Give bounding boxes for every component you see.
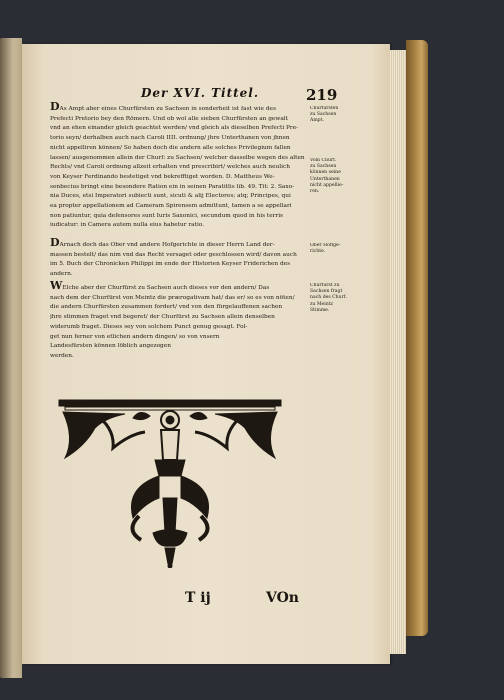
margin-note-1: Churfürsten zu Sachsen Ampt. [310,106,339,124]
paragraph-1 [50,102,306,260]
drop-cap: W [50,281,63,292]
page-number: 219 [306,86,338,104]
facing-page-edge [0,38,22,678]
paragraph-3 [50,281,306,363]
paragraph-text: Elche aber der Churfürst zu Sachsen auch dieses vor den andern/ Das nach dem der Churfürst von Meintz die prærogativam hat/ das er/ so es von nöten/ die andern Churfürsten zusammen fordert/ vnd von den fürgelauffenen sachen jhre stimmen fraget vnd begeret/ der Churfürst zu Sachsen allein denselben widerumb fraget. Dieses sey von solchem Punct genug gesagt. Fol- get nun ferner von etlichen andern dingen/ so von vnsern Landesfürsten können löblich angezogen werden. [50,285,295,359]
catchword: VOn [266,590,299,606]
signature-mark: T ij [185,590,211,606]
running-head: Der XVI. Tittel. [140,86,260,100]
page-block-edges [390,50,406,654]
drop-cap: D [50,102,60,113]
paragraph-text: Arnach doch das Ober vnd andere Hofgerichte in dieser Herrn Land der- massen bestelt/ das nim vnd das Recht versaget oder geschlossen wird/ davon auch im 5. Buch der Chronicken Philippi im ende der Historien Keyser Friderichen des andern. [50,242,297,276]
book-cover-edge [406,40,428,636]
margin-note-3: Ober Hoffge- richte. [310,243,341,255]
paragraph-text: As Ampt aber eines Churfürsten zu Sachsen in sonderheit ist fast wie des Prefecti Pretorio bey den Römern. Und ob wol alle sieben Churfürsten an gewalt vnd an ehen einander gleich geachtet werden/ vnd gleich als dieselben Prefecti Pre- torio seyn/ derhalben auch nach Caroli IIII. ordnung/ jhre Unterthanen von jhnen nicht appelliren können/ So haben doch die andern alle solches Privilegium fallen lassen/ ausgenommen allein der Churf: zu Sachsen/ welcher dasselbe wegen des alten Rechts/ vnd Caroli ordnung allzeit erhalten vnd prescribirt/ welches auch neulich von Keyser Ferdinando bestetiget vnd bekrefftiget worden. D. Mattheus We- senbecius bringt eine besondere Ration ein in seinen Paratitlis lib. 49. Tit: 2. Saxo- nia Duces, etsi Imperatori subiecti sunt, sicuti & alij Electores; atq; Principes, qui ea propter appellationem ad Cameram Spirensem admittunt, tamen a se appellari non patiuntur, quia defensores sunt Iuris Saxonici, secundum quod in his terris iudicatur: in Camera autem nulla eius habetur ratio. [50,106,305,229]
margin-note-4: Churfürst zu Sachsen fragt nach des Churf. zu Meintz Stimme. [310,283,347,313]
paragraph-2 [50,238,306,276]
woodcut-ornament [55,398,285,568]
drop-cap: D [50,238,60,249]
margin-note-2: Vom Churf. zu Sachsen können seine Unterthanen nicht appellie- ren. [310,158,344,195]
